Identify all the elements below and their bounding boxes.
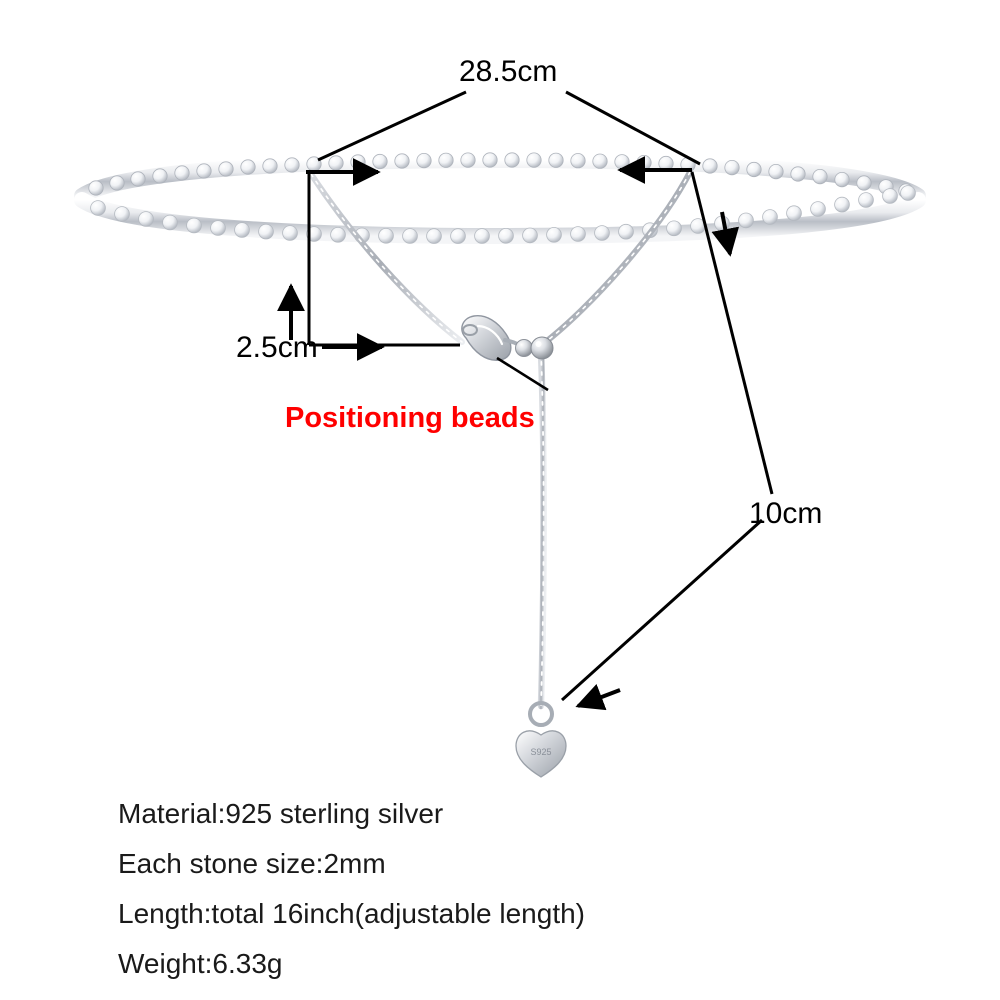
specification-list xyxy=(118,800,818,1000)
tennis-strand xyxy=(80,153,920,244)
spec-line-stone-size: Each stone size:2mm xyxy=(118,848,386,879)
extension-chain xyxy=(541,352,544,706)
chain-left xyxy=(311,174,462,342)
positioning-beads-leader xyxy=(430,358,548,398)
stone-row-lower xyxy=(91,186,916,244)
heart-tag-stamp: S925 xyxy=(530,747,552,757)
spec-line-material: Material:925 sterling silver xyxy=(118,798,444,829)
heart-tag xyxy=(516,703,566,777)
dimension-extension xyxy=(562,172,772,706)
lobster-clasp xyxy=(462,316,526,361)
dimension-label-drop: 2.5cm xyxy=(236,331,318,364)
positioning-beads-graphic xyxy=(516,337,554,359)
chain-right xyxy=(543,172,690,344)
spec-line-length: Length:total 16inch(adjustable length) xyxy=(118,898,586,929)
positioning-beads-label: Positioning beads xyxy=(285,402,535,434)
dimension-label-extension: 10cm xyxy=(749,497,823,530)
dimension-label-top-span: 28.5cm xyxy=(459,55,558,88)
spec-line-weight: Weight:6.33g xyxy=(118,948,283,979)
